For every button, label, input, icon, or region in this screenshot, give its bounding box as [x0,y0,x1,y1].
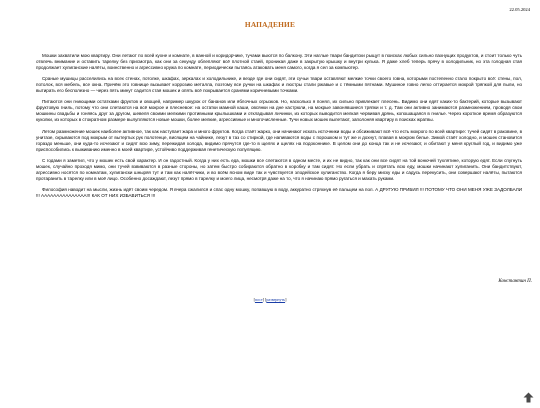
comment-link[interactable]: развернуть [266,297,286,302]
footer-links: [пост] [развернуть] [253,297,287,302]
paragraph: Сраные мушицы расселились на всех стенах, потолке, шкафах, зеркалах и холодильнике, и везде где они сидят, эти сучьи твари оставляют мелкие точки своего говна, которыми постепенно стало покрыто всё: стены, пол, потолок, вся мебель, все окна. Причём это говнище вызывает коррозию металла, поэтому все ручки на шкафах и люстры стали ржавые и с тёмными пятнами. Мушиное говно легко оттирается мокрой тряпкой для пыли, но вытирать его бесполезно — через пять минут садится стая мошек и опять всё покрывается сранями коричневыми точками. [36,76,522,94]
publication-date: 22.05.2024 [509,7,530,12]
paragraph: Философия наводит на мысли, жизнь идёт своим чередом. Я вчера сжалился и спас одну мошку, попавшую в воду, аккуратно стряхнув её пальцем на пол. А ДРУГУЮ ПРИБИЛ !!! ПОТОМУ ЧТО ОНИ МЕНЯ УЖЕ ЗАДОЛБАЛИ !!! ААААААААААААААА!!! КАК ОТ НИХ ИЗБАВИТЬСЯ !!! [36,186,522,198]
paragraph: С годами я заметил, что у мошек есть свой характер. И он гадостный. Когда у них есть еда, мошки все слетаются в одном месте, и их не видно, так как они все сидят на той вонючей тухлятине, которую едят. Если спугнуть мошек, случайно проходя мимо, они тучей взвиваются в разные стороны, но затем быстро собираются обратно в коробку и там сидят. Но если убрать и спрятать всю еду, мошки начинают хулиганить. Они бандитствуют, агрессивно носятся по комнатам, хулигански шныряя тут и там как налётчики, и во всём ясном виде так и чувствуется злодейское хулиганство. Когда я беру миску еды и садусь перекусить, они совершают налёты, пытаются протаранить в тарелку или в моё лицо. Особенно досаждают, лезут прямо в тарелку и моего лица, несмотря даже на то, что я начинаю прямо ругаться и махать руками. [36,157,522,181]
paragraph: Летом размножение мошек наиболее активное, так как наступает жара и много фруктов. Когда стаёт жарко, они начинают искать источники воды и обсиживают всё что есть мокрого по всей квартире: тучей сидят в раковине, в унитазе, скрываются под мокрым от вытертых рук полотенце, висящем на чайнике, лезут в таз со стиркой, где напиваются воды с порошком и тут же и дохнут, плавая в мокром белье. Зимой стаёт холодно, и мошек становится гораздо меньше, они куда-то исчезают и сидят всю зиму, пережидая холода, видимо прячутся где-то в щелях и щелях на подоконнике. В целом они до конца так и не исчезают, и обитают у меня круглый год, и видимо уже приспособились к выживанию именно в моей квартире, устойчиво поддерживая генетическую популяцию. [36,128,522,152]
up-arrow-icon [523,392,534,403]
paragraph: Питаются они гниющими остатками фруктов и овощей, например шкурок от бананов или яблочных огрызков. Но, насколько я понял, их сильно привлекает плесень. Видимо они едят каких-то бактерий, которые вызывают фруктовую гниль, потому что они слетаются на всё мокрое и плесневое: на остатки мамной каши, овсянки на дне кастрюли, на мокрые завонявшиеся тряпки и т. д. Там они активно занимаются размножением, проводя свои мошкины свадьбы и гоняясь друг за другом, шевеля своими мелкими противными крылышками и откладывая личинки, из которых выводится мелкая червивая дрянь, копошащаяся в гнилье. Через короткое время образуются куколки, из которых в стократном размере вылупляются новые мошки, более мелкие, агрессивные и многочисленные. Тучи новых мошек вылетают, заполоняя квартиру в поисках жратвы. [36,99,522,123]
article-body [36,53,522,204]
scroll-top-button[interactable] [523,390,534,401]
author-signature: Константин П. [498,279,532,284]
post-link[interactable]: пост [254,297,263,302]
page-title: НАПАДЕНИЕ [244,20,296,29]
paragraph: Мошки захватили мою квартиру. Они летают по всей кухне и комнате, в ванной и коридорчике, тучами выются по балкону. Эти наглые твари бандитски рыщут в поисках любых сильно пахнущих продуктов, и стоит только чуть отвлечь внимание и оставить тарелку без присмотра, как они за секунду облепляют всё плотной стаей, проникая даже в закрытую крышку и внутри кулька. Я даже хлеб теперь прячу в холодильник, но эта голодная стая продолжает хулиганские налёты, воинственно и агрессивно кружа по комнате, периодически пытаясь атаковать меня самого, когда я сел за компьютер. [36,53,522,70]
